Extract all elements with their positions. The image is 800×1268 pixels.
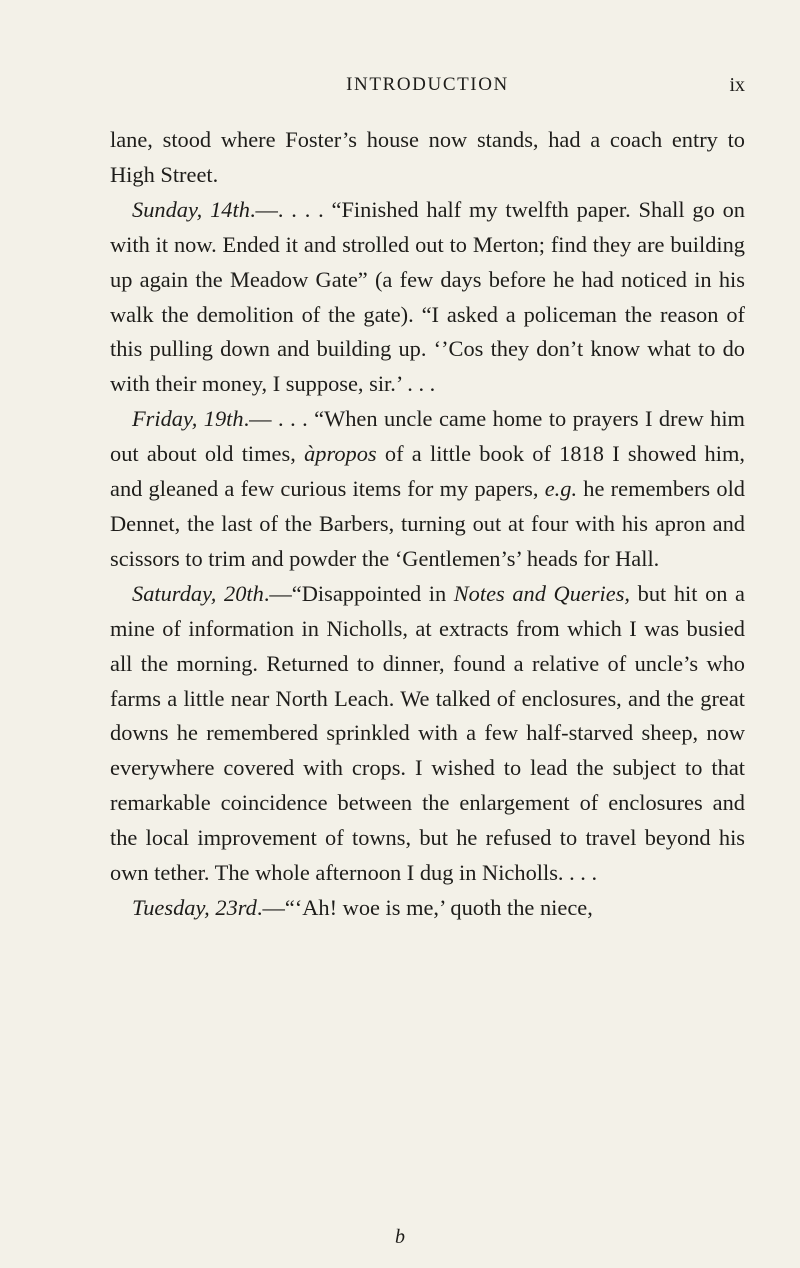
text-run: .— . . . “When uncle came home to prayers I drew him out about old times,: [110, 406, 745, 467]
text-run: of a little book of 1818 I showed him, and gleaned a few curious items for my papers,: [110, 441, 745, 502]
running-head: INTRODUCTION: [346, 74, 509, 95]
page-number: ix: [729, 74, 745, 96]
paragraph: [110, 577, 745, 891]
italic-text: e.g.: [544, 476, 578, 502]
italic-text: 23rd: [215, 894, 257, 920]
page-header: [110, 74, 745, 104]
italic-text: Sunday,: [132, 196, 203, 222]
paragraph: [110, 193, 745, 402]
italic-text: Friday,: [132, 406, 198, 432]
signature-mark: b: [395, 1226, 405, 1248]
italic-text: àpropos: [304, 441, 377, 467]
text-run: .—. . . . “Finished half my twelfth paper. Shall go on with it now. Ended it and strolled out to Merton; find they are building up again the Meadow Gate” (a few days before he had noticed in his walk the demolition of the gate). “I asked a policeman the reason of this pulling down and building up. ‘’Cos they don’t know what to do with their money, I suppose, sir.’ . . .: [110, 196, 745, 397]
text-run: .—“‘Ah! woe is me,’ quoth the niece,: [256, 894, 593, 920]
italic-text: Notes and Queries,: [453, 580, 631, 606]
text-run: but hit on a mine of information in Nicholls, at extracts from which I was busied all the morning. Returned to dinner, found a relative of uncle’s who farms a little near North Leach. We talked of enclosures, and the great downs he remembered sprinkled with a few half-starved sheep, now everywhere covered with crops. I wished to lead the subject to that remarkable coincidence between the enlargement of enclosures and the local improvement of towns, but he refused to travel beyond his own tether. The whole afternoon I dug in Nicholls. . . .: [110, 580, 745, 886]
text-run: [202, 197, 210, 222]
italic-text: Tuesday,: [132, 894, 210, 920]
text-run: .—“Disappointed in: [263, 580, 454, 606]
italic-text: Saturday,: [132, 580, 217, 606]
paragraph: [110, 891, 745, 926]
paragraph: [110, 123, 745, 193]
text-run: lane, stood where Foster’s house now stands, had a coach entry to High Street.: [110, 127, 745, 187]
text-run: he remembers old Dennet, the last of the Barbers, turning out at four with his apron and scissors to trim and powder the ‘Gentlemen’s’ heads for Hall.: [110, 476, 745, 571]
text-run: [216, 581, 224, 606]
italic-text: 20th: [224, 580, 264, 606]
paragraph: [110, 402, 745, 577]
body-text: [110, 123, 745, 926]
italic-text: 14th: [210, 196, 250, 222]
italic-text: 19th: [203, 406, 244, 432]
